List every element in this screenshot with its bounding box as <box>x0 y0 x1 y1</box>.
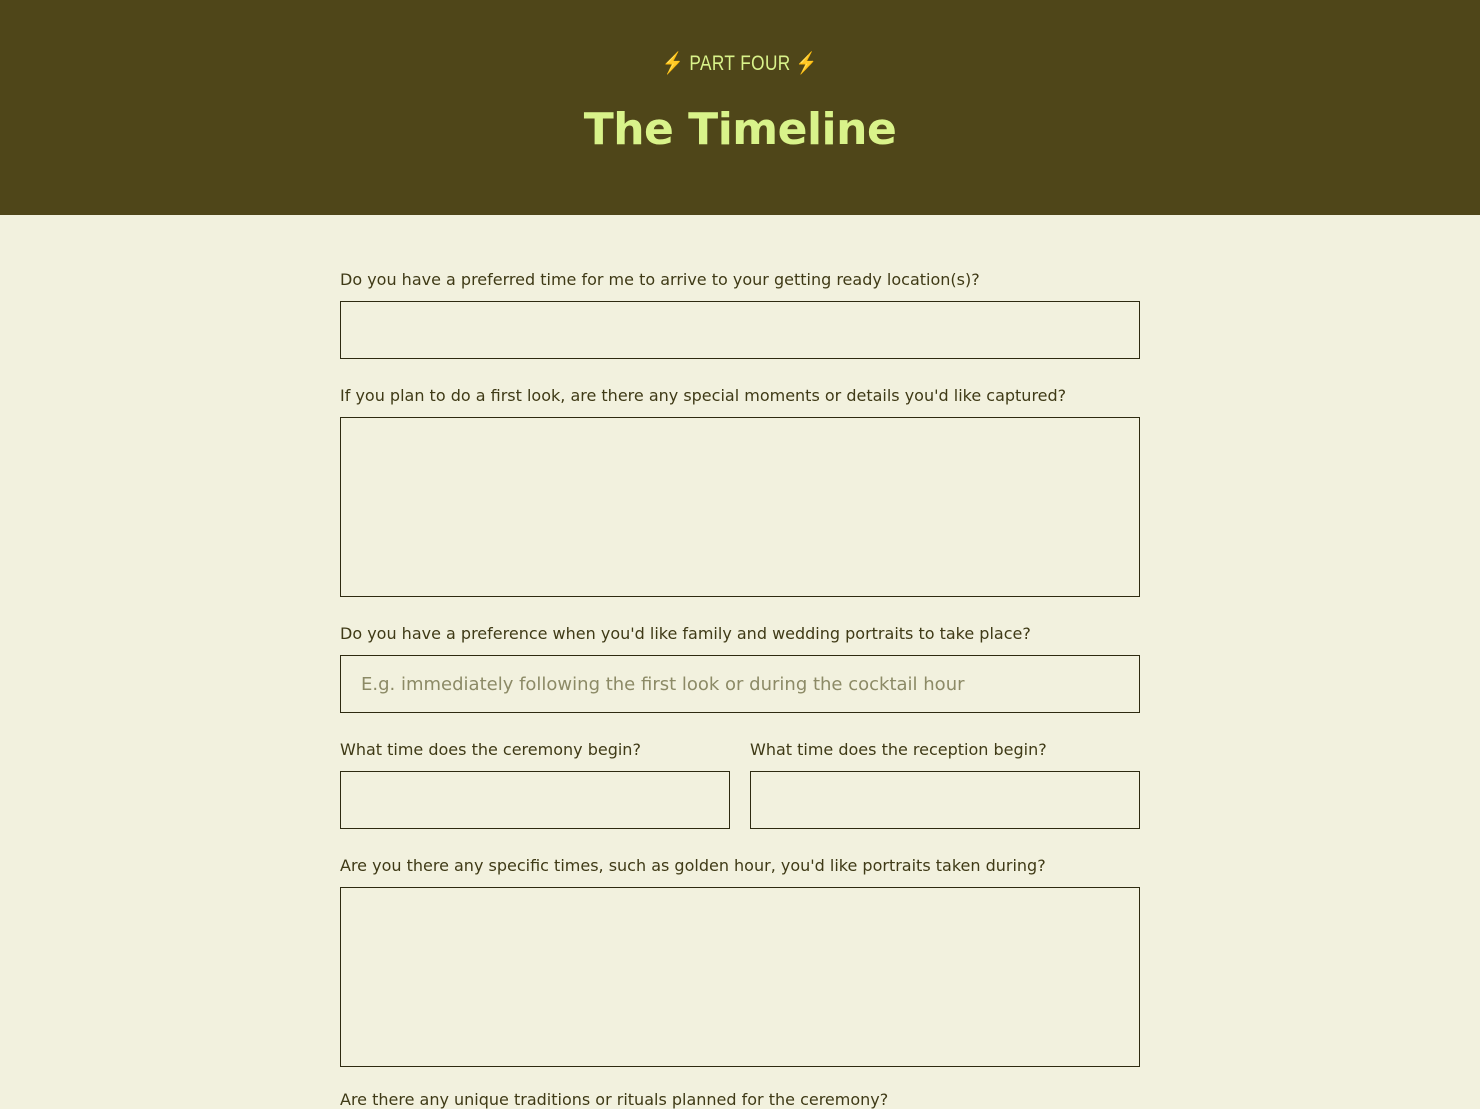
reception-time-label: What time does the reception begin? <box>750 740 1047 759</box>
golden-hour-label: Are you there any specific times, such as golden hour, you'd like portraits taken during? <box>340 856 1046 875</box>
reception-time-input[interactable] <box>750 771 1140 829</box>
arrival-time-label: Do you have a preferred time for me to arrive to your getting ready location(s)? <box>340 270 980 289</box>
arrival-time-input[interactable] <box>340 301 1140 359</box>
portraits-preference-input[interactable] <box>340 655 1140 713</box>
section-title: The Timeline <box>583 104 897 155</box>
golden-hour-textarea[interactable] <box>340 887 1140 1067</box>
traditions-label: Are there any unique traditions or rituals planned for the ceremony? <box>340 1090 889 1109</box>
first-look-textarea[interactable] <box>340 417 1140 597</box>
ceremony-time-input[interactable] <box>340 771 730 829</box>
portraits-preference-label: Do you have a preference when you'd like family and wedding portraits to take place? <box>340 624 1031 643</box>
section-header <box>0 0 1480 215</box>
section-eyebrow: ⚡ PART FOUR ⚡ <box>662 52 818 75</box>
ceremony-time-label: What time does the ceremony begin? <box>340 740 641 759</box>
first-look-label: If you plan to do a first look, are there any special moments or details you'd like captured? <box>340 386 1067 405</box>
